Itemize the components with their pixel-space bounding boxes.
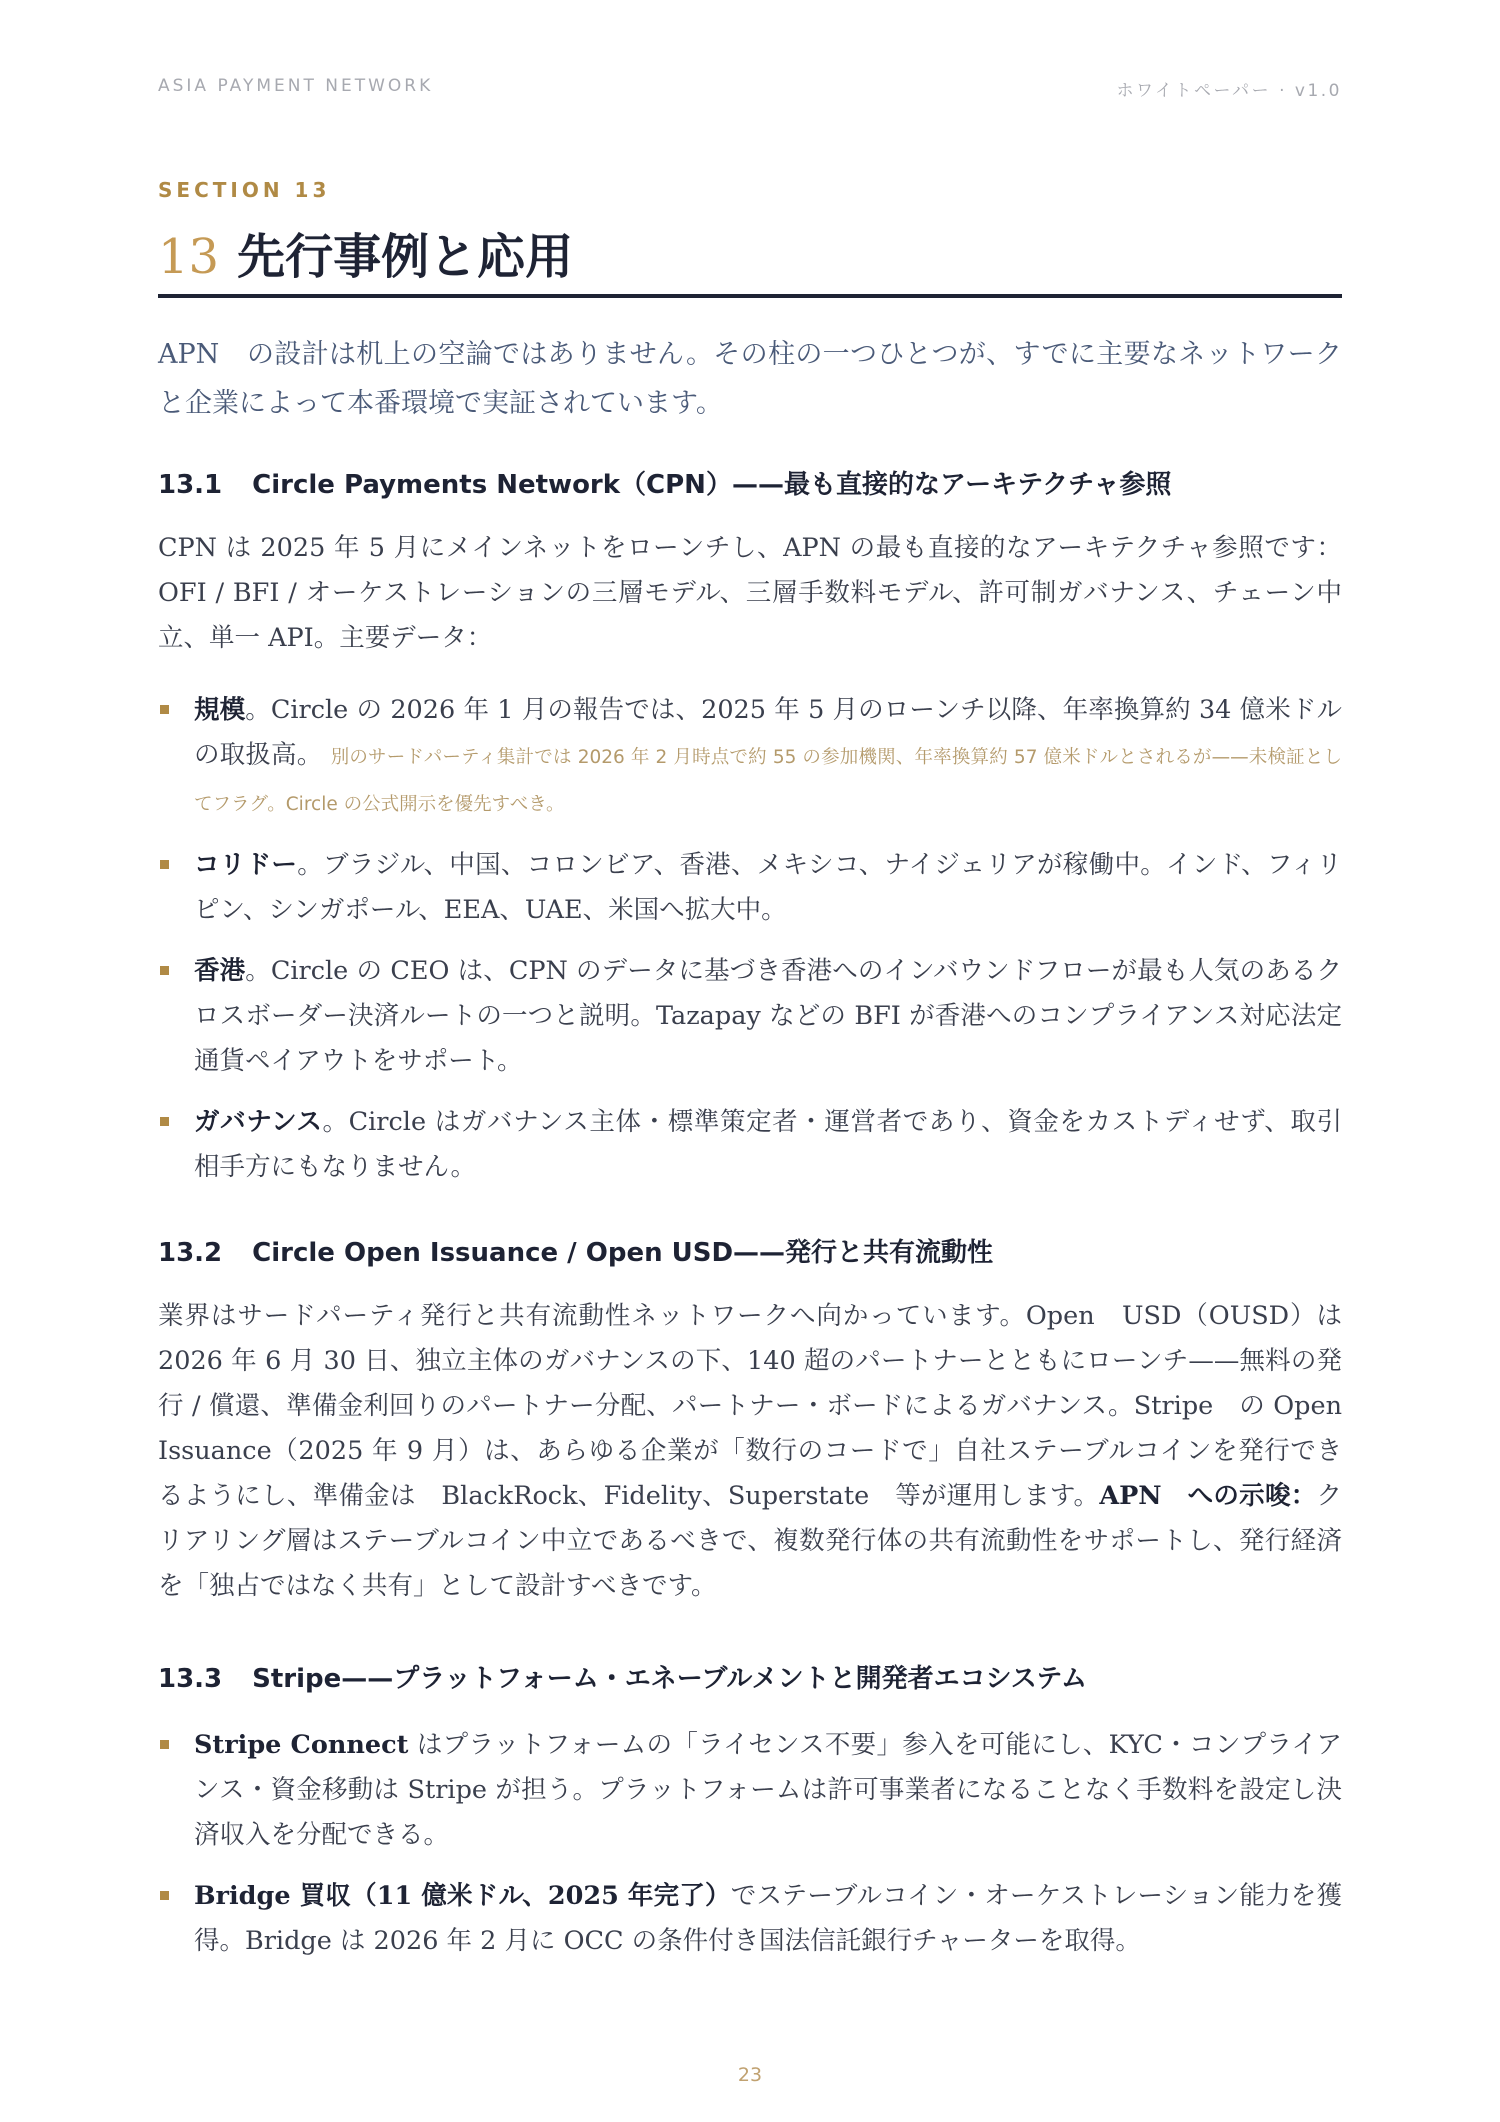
bullet-square-icon: [160, 1740, 169, 1749]
item-lead: Stripe Connect: [194, 1730, 409, 1760]
section-title: Stripe——プラットフォーム・エネーブルメントと開発者エコシステム: [252, 1664, 1087, 1694]
section-13-1-heading: [158, 465, 1342, 505]
header-title: ASIA PAYMENT NETWORK: [158, 76, 434, 96]
bullet-square-icon: [160, 966, 169, 975]
intro-paragraph: APN の設計は机上の空論ではありません。その柱の一つひとつが、すでに主要なネットワークと企業によって本番環境で実証されています。: [158, 339, 1342, 419]
running-header: [158, 76, 1342, 100]
header-version: ホワイトペーパー · v1.0: [1116, 81, 1342, 101]
item-note: 別のサードパーティ集計では 2026 年 2 月時点で約 55 の参加機関、年率換算約 57 億米ドルとされるが——未検証としてフラグ。Circle の公式開示を優先すべき。: [194, 747, 1342, 815]
implication-text: クリアリング層はステーブルコイン中立であるべきで、複数発行体の共有流動性をサポートし、発行経済を「独占ではなく共有」として設計すべきです。: [158, 1481, 1342, 1601]
list-item: [158, 688, 1342, 827]
item-text: 。Circle はガバナンス主体・標準策定者・運営者であり、資金をカストディせず、取引相手方にもなりません。: [194, 1107, 1342, 1182]
chapter-heading: [158, 218, 1342, 296]
bullet-square-icon: [160, 860, 169, 869]
body-text: 業界はサードパーティ発行と共有流動性ネットワークへ向かっています。Open USD（OUSD）は 2026 年 6 月 30 日、独立主体のガバナンスの下、140 超のパートナーとともにローンチ——無料の発行 / 償還、準備金利回りのパートナー分配、パートナー・ボードによるガバナンス。Stripe の Open Issuance（2025 年 9 月）は、あらゆる企業が「数行のコードで」自社ステーブルコインを発行できるようにし、準備金は BlackRock、Fidelity、Superstate 等が運用します。: [158, 1301, 1342, 1511]
heading-rule: [158, 294, 1342, 298]
item-text: 。Circle の CEO は、CPN のデータに基づき香港へのインバウンドフローが最も人気のあるクロスボーダー決済ルートの一つと説明。Tazapay などの BFI が香港へのコンプライアンス対応法定通貨ペイアウトをサポート。: [194, 956, 1342, 1076]
section-13-2-heading: [158, 1233, 1342, 1273]
section-13-3-heading: [158, 1659, 1342, 1699]
item-lead: 香港: [194, 956, 246, 986]
chapter-title: 先行事例と応用: [237, 229, 574, 285]
page-number: 23: [737, 2064, 763, 2086]
item-text: 。Circle の 2026 年 1 月の報告では、2025 年 5 月のローンチ以降、年率換算約 34 億米ドルの取扱高。: [194, 695, 1342, 770]
section-13-2-body: [158, 1294, 1342, 1609]
item-text: 。ブラジル、中国、コロンビア、香港、メキシコ、ナイジェリアが稼働中。インド、フィリピン、シンガポール、EEA、UAE、米国へ拡大中。: [194, 850, 1342, 925]
section-title: Circle Open Issuance / Open USD——発行と共有流動性: [252, 1238, 994, 1268]
item-lead: 規模: [194, 695, 246, 725]
section-13-1-bullets: [158, 688, 1342, 1206]
item-lead: コリドー: [194, 850, 298, 880]
section-13-1-body: CPN は 2025 年 5 月にメインネットをローンチし、APN の最も直接的なアーキテクチャ参照です：OFI / BFI / オーケストレーションの三層モデル、三層手数料モデル、許可制ガバナンス、チェーン中立、単一 API。主要データ：: [158, 533, 1342, 653]
bullet-square-icon: [160, 705, 169, 714]
list-item: [158, 1723, 1342, 1858]
list-item: [158, 1100, 1342, 1190]
section-number: 13.3: [158, 1664, 223, 1694]
section-title: Circle Payments Network（CPN）——最も直接的なアーキテクチャ参照: [252, 470, 1172, 500]
bullet-square-icon: [160, 1891, 169, 1900]
item-lead: Bridge 買収（11 億米ドル、2025 年完了）: [194, 1881, 731, 1911]
section-13-3-bullets: [158, 1723, 1342, 1980]
item-text: でステーブルコイン・オーケストレーション能力を獲得。Bridge は 2026 年 2 月に OCC の条件付き国法信託銀行チャーターを取得。: [194, 1881, 1342, 1956]
bullet-square-icon: [160, 1117, 169, 1126]
item-text: はプラットフォームの「ライセンス不要」参入を可能にし、KYC・コンプライアンス・資金移動は Stripe が担う。プラットフォームは許可事業者になることなく手数料を設定し決済収入を分配できる。: [194, 1730, 1342, 1850]
section-number: 13.1: [158, 470, 223, 500]
list-item: [158, 1874, 1342, 1964]
section-label: SECTION 13: [158, 178, 331, 202]
chapter-number: 13: [158, 229, 220, 285]
implication-lead: APN への示唆：: [1099, 1481, 1317, 1511]
list-item: [158, 949, 1342, 1084]
section-number: 13.2: [158, 1238, 223, 1268]
list-item: [158, 843, 1342, 933]
item-lead: ガバナンス: [194, 1107, 323, 1137]
